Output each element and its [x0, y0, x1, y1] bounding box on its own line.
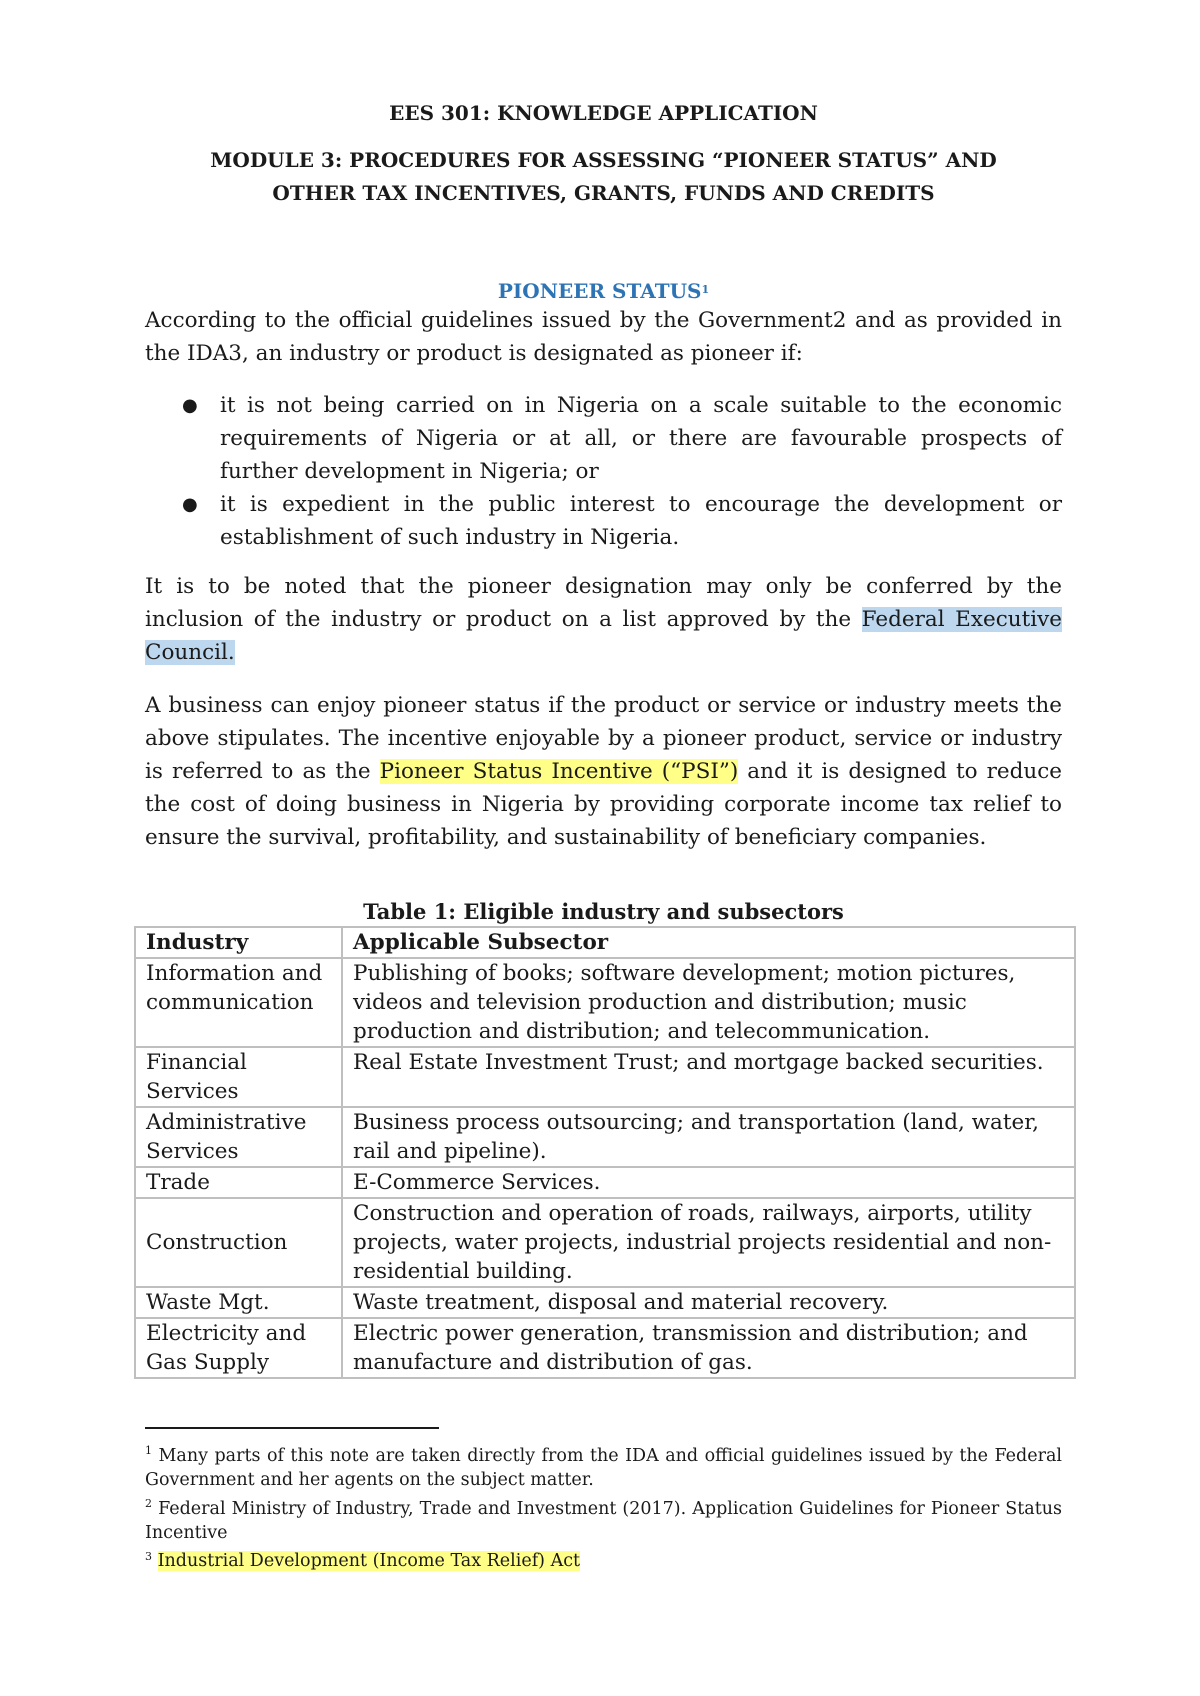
industry-cell: Construction — [135, 1198, 342, 1287]
footnote-number: 1 — [145, 1444, 152, 1457]
section-title-text: PIONEER STATUS — [497, 279, 702, 303]
module-title-line-1: MODULE 3: PROCEDURES FOR ASSESSING “PIONEER STATUS” AND — [210, 148, 997, 172]
industry-cell: Information and communication — [135, 958, 342, 1047]
subsector-cell: Business process outsourcing; and transportation (land, water, rail and pipeline). — [342, 1107, 1075, 1167]
industry-cell: Financial Services — [135, 1047, 342, 1107]
footnote-text: Federal Ministry of Industry, Trade and Investment (2017). Application Guidelines for Pioneer Status Incentive — [145, 1498, 1062, 1543]
psi-highlight: Pioneer Status Incentive (“PSI”) — [379, 759, 739, 784]
module-title-line-2: OTHER TAX INCENTIVES, GRANTS, FUNDS AND CREDITS — [272, 181, 935, 205]
industry-cell: Trade — [135, 1167, 342, 1198]
list-item — [180, 389, 1062, 488]
footnote — [145, 1545, 1062, 1574]
subsector-cell: Construction and operation of roads, railways, airports, utility projects, water projects, industrial projects residential and non-residential building. — [342, 1198, 1075, 1287]
column-header-industry: Industry — [135, 927, 342, 958]
table-header-row — [135, 927, 1075, 958]
industry-cell: Electricity and Gas Supply — [135, 1318, 342, 1378]
footnote-separator — [145, 1427, 439, 1429]
subsector-cell: Real Estate Investment Trust; and mortgage backed securities. — [342, 1047, 1075, 1107]
subsector-cell: Publishing of books; software development; motion pictures, videos and television production and distribution; music production and distribution; and telecommunication. — [342, 958, 1075, 1047]
psi-text-after: and it is designed to reduce the cost of doing business in Nigeria by providing corporate income tax relief to ensure the survival, profitability, and sustainability of beneficiary companies. — [145, 759, 1062, 850]
table-row — [135, 1167, 1075, 1198]
footnote-number: 3 — [145, 1549, 152, 1563]
table-row — [135, 1318, 1075, 1378]
footnote-ref-1[interactable]: 1 — [701, 283, 710, 296]
course-title: EES 301: KNOWLEDGE APPLICATION — [389, 101, 818, 125]
column-header-subsector: Applicable Subsector — [342, 927, 1075, 958]
industry-cell: Administrative Services — [135, 1107, 342, 1167]
intro-paragraph: According to the official guidelines issued by the Government2 and as provided in the IDA3, an industry or product is designated as pioneer if: — [145, 308, 1062, 366]
fec-note-text: It is to be noted that the pioneer designation may only be conferred by the inclusion of the industry or product on a list approved by the — [145, 574, 1062, 632]
psi-paragraph — [145, 689, 1062, 854]
table-row — [135, 958, 1075, 1047]
footnotes — [145, 1439, 1062, 1573]
module-title — [145, 144, 1062, 210]
subsector-cell: E-Commerce Services. — [342, 1167, 1075, 1198]
subsector-cell: Electric power generation, transmission and distribution; and manufacture and distribution of gas. — [342, 1318, 1075, 1378]
section-title — [145, 277, 1062, 305]
footnote-number: 2 — [145, 1496, 152, 1510]
fec-note-paragraph — [145, 570, 1062, 669]
industry-cell: Waste Mgt. — [135, 1287, 342, 1318]
footnote — [145, 1492, 1062, 1545]
eligible-industry-table — [134, 926, 1076, 1379]
table-row — [135, 1287, 1075, 1318]
pioneer-criteria-list — [180, 389, 1062, 554]
criterion-text: it is expedient in the public interest to encourage the development or establishment of such industry in Nigeria. — [220, 492, 1062, 550]
bullet-icon: ● — [182, 494, 198, 515]
footnote-text: Industrial Development (Income Tax Relief) Act — [157, 1551, 581, 1572]
bullet-icon: ● — [182, 395, 198, 416]
criterion-text: it is not being carried on in Nigeria on a scale suitable to the economic requirements of Nigeria or at all, or there are favourable prospects of further development in Nigeria; or — [220, 393, 1062, 484]
footnote-text: Many parts of this note are taken directly from the IDA and official guidelines issued by the Federal Government and her agents on the subject matter. — [145, 1445, 1062, 1490]
subsector-cell: Waste treatment, disposal and material recovery. — [342, 1287, 1075, 1318]
fec-highlight: Federal Executive Council. — [145, 607, 1063, 665]
table-row — [135, 1198, 1075, 1287]
table-caption: Table 1: Eligible industry and subsectors — [363, 899, 844, 924]
footnote — [145, 1439, 1062, 1492]
psi-text-before: A business can enjoy pioneer status if the product or service or industry meets the above stipulates. The incentive enjoyable by a pioneer product, service or industry is referred to as the — [145, 693, 1062, 784]
table-row — [135, 1047, 1075, 1107]
list-item — [180, 488, 1062, 554]
table-row — [135, 1107, 1075, 1167]
